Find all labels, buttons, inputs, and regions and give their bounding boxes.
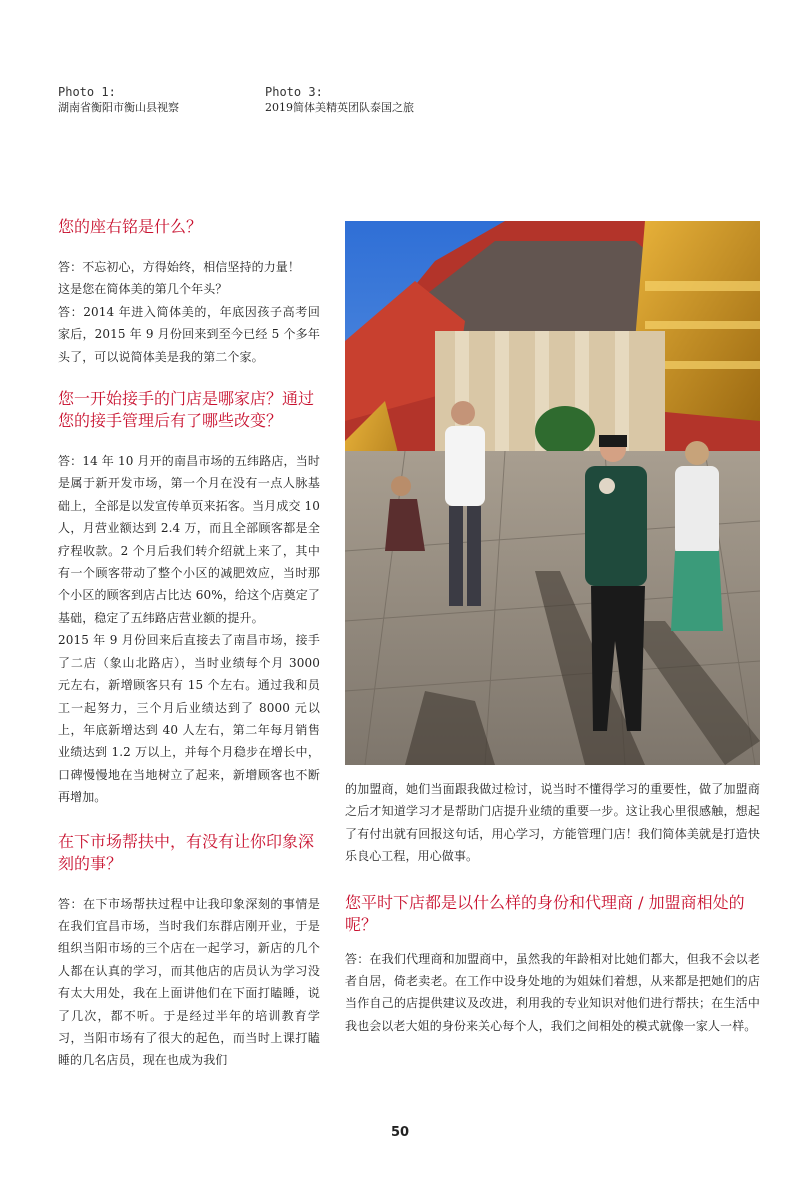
caption-label: Photo 1: xyxy=(58,85,116,99)
caption-text: 2019简体美精英团队泰国之旅 xyxy=(265,101,414,114)
question-heading: 您的座右铭是什么？ xyxy=(58,217,203,236)
photo-caption-1 xyxy=(58,84,179,116)
answer-paragraph: 答：14 年 10 月开的南昌市场的五纬路店，当时是属于新开发市场，第一个月在没有一点人脉基础上，全部是以发宣传单页来拓客。当月成交 10 人，月营业额达到 2.4 万，而且全部顾客都是全疗程收款。2 个月后我们转介绍就上来了，其中有一个顾客带动了整个小区的减肥效应，当时那个小区的顾客到店占比达 60%，给这个店奠定了基础，稳定了五纬路店营业额的提升。 xyxy=(58,454,320,625)
answer-paragraph-continued: 的加盟商，她们当面跟我做过检讨，说当时不懂得学习的重要性，做了加盟商之后才知道学习才是帮助门店提升业绩的重要一步。这让我心里很感触，想起了有付出就有回报这句话，用心学习，方能管理门店！我们简体美就是打造快乐良心工程，用心做事。 xyxy=(345,782,760,864)
caption-label: Photo 3: xyxy=(265,85,323,99)
question-heading: 您平时下店都是以什么样的身份和代理商 / 加盟商相处的呢？ xyxy=(345,892,745,934)
question-heading: 您一开始接手的门店是哪家店？通过您的接手管理后有了哪些改变？ xyxy=(58,389,315,431)
answer-paragraph: 2015 年 9 月份回来后直接去了南昌市场，接手了二店（象山北路店），当时业绩每个月 3000 元左右，新增顾客只有 15 个左右。通过我和员工一起努力，三个月后业绩达到了 8000 元以上，年底新增达到 40 人左右，第二年每月销售业绩达到 1.2 万以上，并每个月稳步在增长中，口碑慢慢地在当地树立了起来，新增顾客也不断再增加。 xyxy=(58,633,320,805)
page-number: 50 xyxy=(390,1125,410,1140)
answer-paragraph: 答：在我们代理商和加盟商中，虽然我的年龄相对比她们都大，但我不会以老者自居，倚老卖老。在工作中设身处地的为姐妹们着想，从来都是把她们的店当作自己的店提供建议及改进，利用我的专业知识对他们进行帮扶；在生活中我也会以老大姐的身份来关心每个人，我们之间相处的模式就像一家人一样。 xyxy=(345,951,760,1033)
caption-text: 湖南省衡阳市衡山县视察 xyxy=(58,101,179,114)
question-heading: 在下市场帮扶中，有没有让你印象深刻的事？ xyxy=(58,831,315,873)
answer-paragraph: 答：不忘初心，方得始终，相信坚持的力量！ xyxy=(58,260,301,274)
question-inline: 这是您在简体美的第几个年头？ xyxy=(58,282,228,297)
answer-paragraph: 答：2014 年进入简体美的，年底因孩子高考回家后，2015 年 9 月份回来到至今已经 5 个多年头了，可以说简体美是我的第二个家。 xyxy=(58,304,320,364)
temple-travel-photo xyxy=(345,221,760,765)
photo-caption-3 xyxy=(265,84,414,116)
left-column xyxy=(58,210,320,1072)
answer-paragraph: 答：在下市场帮扶过程中让我印象深刻的事情是在我们宜昌市场，当时我们东群店刚开业，于是组织当阳市场的三个店在一起学习，新店的几个人都在认真的学习，而其他店的店员认为学习没有太大用处，我在上面讲他们在下面打瞌睡，说了几次，都不听。于是经过半年的培训教育学习，当阳市场有了很大的起色，而当时上课打瞌睡的几名店员，现在也成为我们 xyxy=(58,896,320,1068)
right-column xyxy=(345,778,760,1037)
